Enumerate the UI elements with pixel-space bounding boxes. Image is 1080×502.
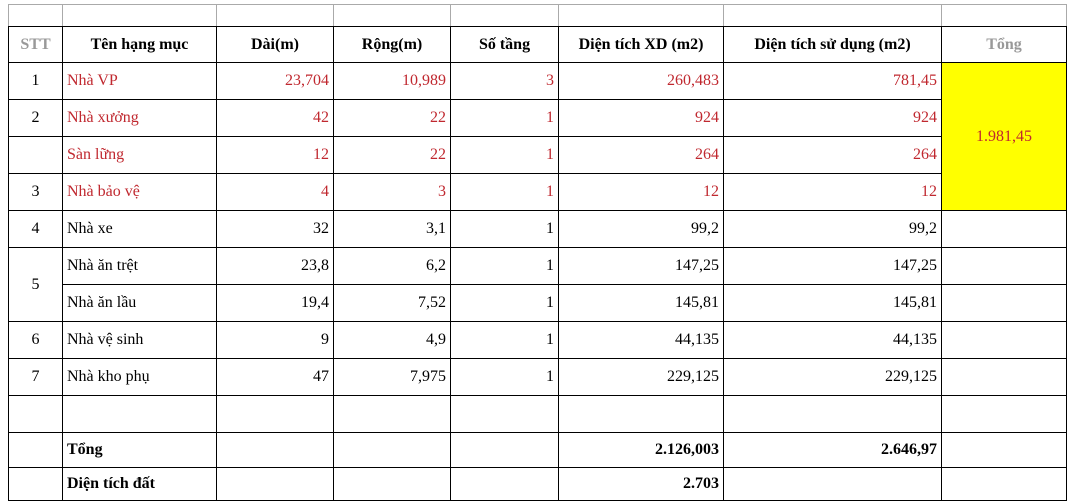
cell-use-area[interactable]: 229,125 (724, 359, 942, 396)
cell-width[interactable]: 6,2 (334, 248, 451, 285)
cell-build-area[interactable]: 12 (559, 174, 724, 211)
area-table (8, 4, 1067, 501)
header-row (9, 27, 1067, 63)
cell-item[interactable]: Nhà ăn lầu (63, 285, 217, 322)
cell-floors[interactable]: 1 (451, 285, 559, 322)
cell-floors[interactable]: 1 (451, 137, 559, 174)
empty-cell[interactable] (942, 396, 1067, 433)
empty-cell[interactable] (9, 5, 63, 27)
cell-use-area[interactable]: 44,135 (724, 322, 942, 359)
empty-cell[interactable] (942, 468, 1067, 501)
cell-use-area[interactable]: 99,2 (724, 211, 942, 248)
cell-build-area[interactable]: 145,81 (559, 285, 724, 322)
cell-item[interactable]: Nhà bảo vệ (63, 174, 217, 211)
header-stt[interactable]: STT (9, 27, 63, 63)
cell-length[interactable]: 23,8 (217, 248, 334, 285)
cell-length[interactable]: 4 (217, 174, 334, 211)
cell-stt[interactable]: 7 (9, 359, 63, 396)
empty-cell[interactable] (334, 396, 451, 433)
cell-floors[interactable]: 1 (451, 100, 559, 137)
cell-item[interactable]: Nhà ăn trệt (63, 248, 217, 285)
header-length[interactable]: Dài(m) (217, 27, 334, 63)
empty-cell[interactable] (724, 5, 942, 27)
cell-length[interactable]: 47 (217, 359, 334, 396)
summary-use-area[interactable]: 2.646,97 (724, 433, 942, 468)
cell-length[interactable]: 23,704 (217, 63, 334, 100)
empty-cell[interactable] (724, 396, 942, 433)
cell-width[interactable]: 10,989 (334, 63, 451, 100)
cell-stt[interactable]: 4 (9, 211, 63, 248)
cell-length[interactable]: 9 (217, 322, 334, 359)
summary-label[interactable]: Tổng (63, 433, 217, 468)
empty-cell[interactable] (334, 5, 451, 27)
cell-floors[interactable]: 3 (451, 63, 559, 100)
cell-build-area[interactable]: 44,135 (559, 322, 724, 359)
cell-build-area[interactable]: 260,483 (559, 63, 724, 100)
table-row (9, 100, 1067, 137)
table-row (9, 285, 1067, 322)
cell-width[interactable]: 22 (334, 137, 451, 174)
empty-cell[interactable] (559, 5, 724, 27)
summary-build-area[interactable]: 2.126,003 (559, 433, 724, 468)
empty-cell[interactable] (334, 468, 451, 501)
cell-build-area[interactable]: 264 (559, 137, 724, 174)
empty-cell[interactable] (451, 468, 559, 501)
cell-stt[interactable]: 6 (9, 322, 63, 359)
land-area-value[interactable]: 2.703 (559, 468, 724, 501)
cell-item[interactable]: Nhà xe (63, 211, 217, 248)
header-use-area[interactable]: Diện tích sử dụng (m2) (724, 27, 942, 63)
empty-cell[interactable] (217, 5, 334, 27)
land-area-label[interactable]: Diện tích đất (63, 468, 217, 501)
cell-build-area[interactable]: 229,125 (559, 359, 724, 396)
cell-floors[interactable]: 1 (451, 174, 559, 211)
empty-cell[interactable] (9, 468, 63, 501)
empty-cell[interactable] (451, 5, 559, 27)
cell-width[interactable]: 3 (334, 174, 451, 211)
empty-cell[interactable] (9, 396, 63, 433)
empty-cell[interactable] (942, 433, 1067, 468)
empty-cell[interactable] (63, 396, 217, 433)
cell-stt[interactable] (9, 137, 63, 174)
cell-length[interactable]: 42 (217, 100, 334, 137)
table-row (9, 211, 1067, 248)
summary-row (9, 433, 1067, 468)
empty-cell[interactable] (942, 248, 1067, 285)
cell-floors[interactable]: 1 (451, 322, 559, 359)
table-row (9, 322, 1067, 359)
cell-use-area[interactable]: 145,81 (724, 285, 942, 322)
cell-use-area[interactable]: 264 (724, 137, 942, 174)
highlight-total-cell[interactable]: 1.981,45 (942, 63, 1067, 211)
empty-cell[interactable] (217, 396, 334, 433)
cell-item[interactable]: Nhà vệ sinh (63, 322, 217, 359)
empty-cell[interactable] (724, 468, 942, 501)
cell-width[interactable]: 22 (334, 100, 451, 137)
header-floors[interactable]: Số tầng (451, 27, 559, 63)
cell-width[interactable]: 4,9 (334, 322, 451, 359)
cell-item[interactable]: Nhà kho phụ (63, 359, 217, 396)
empty-cell[interactable] (942, 211, 1067, 248)
cell-stt[interactable]: 3 (9, 174, 63, 211)
empty-cell[interactable] (63, 5, 217, 27)
cell-floors[interactable]: 1 (451, 211, 559, 248)
cell-length[interactable]: 32 (217, 211, 334, 248)
empty-cell[interactable] (9, 433, 63, 468)
cell-width[interactable]: 3,1 (334, 211, 451, 248)
table-row (9, 174, 1067, 211)
blank-row (9, 396, 1067, 433)
land-area-row (9, 468, 1067, 501)
empty-cell[interactable] (451, 433, 559, 468)
cell-stt[interactable]: 1 (9, 63, 63, 100)
header-total[interactable]: Tổng (942, 27, 1067, 63)
cell-use-area[interactable]: 147,25 (724, 248, 942, 285)
empty-cell[interactable] (942, 322, 1067, 359)
table-row (9, 63, 1067, 100)
cell-width[interactable]: 7,975 (334, 359, 451, 396)
cell-build-area[interactable]: 99,2 (559, 211, 724, 248)
cell-item[interactable]: Nhà xưởng (63, 100, 217, 137)
table-row (9, 359, 1067, 396)
empty-cell[interactable] (559, 396, 724, 433)
cell-stt[interactable]: 2 (9, 100, 63, 137)
cell-floors[interactable]: 1 (451, 359, 559, 396)
cell-item[interactable]: Sàn lững (63, 137, 217, 174)
cell-width[interactable]: 7,52 (334, 285, 451, 322)
cell-length[interactable]: 12 (217, 137, 334, 174)
cell-use-area[interactable]: 781,45 (724, 63, 942, 100)
empty-cell[interactable] (217, 468, 334, 501)
empty-cell[interactable] (942, 285, 1067, 322)
cell-use-area[interactable]: 924 (724, 100, 942, 137)
empty-cell[interactable] (217, 433, 334, 468)
table-row (9, 137, 1067, 174)
cell-build-area[interactable]: 924 (559, 100, 724, 137)
cell-item[interactable]: Nhà VP (63, 63, 217, 100)
header-build-area[interactable]: Diện tích XD (m2) (559, 27, 724, 63)
empty-cell[interactable] (451, 396, 559, 433)
cell-build-area[interactable]: 147,25 (559, 248, 724, 285)
cell-use-area[interactable]: 12 (724, 174, 942, 211)
table-row (9, 248, 1067, 285)
cell-stt[interactable]: 5 (9, 248, 63, 322)
header-width[interactable]: Rộng(m) (334, 27, 451, 63)
header-item[interactable]: Tên hạng mục (63, 27, 217, 63)
spreadsheet-top-row (9, 5, 1067, 27)
empty-cell[interactable] (942, 5, 1067, 27)
cell-floors[interactable]: 1 (451, 248, 559, 285)
empty-cell[interactable] (334, 433, 451, 468)
cell-length[interactable]: 19,4 (217, 285, 334, 322)
empty-cell[interactable] (942, 359, 1067, 396)
